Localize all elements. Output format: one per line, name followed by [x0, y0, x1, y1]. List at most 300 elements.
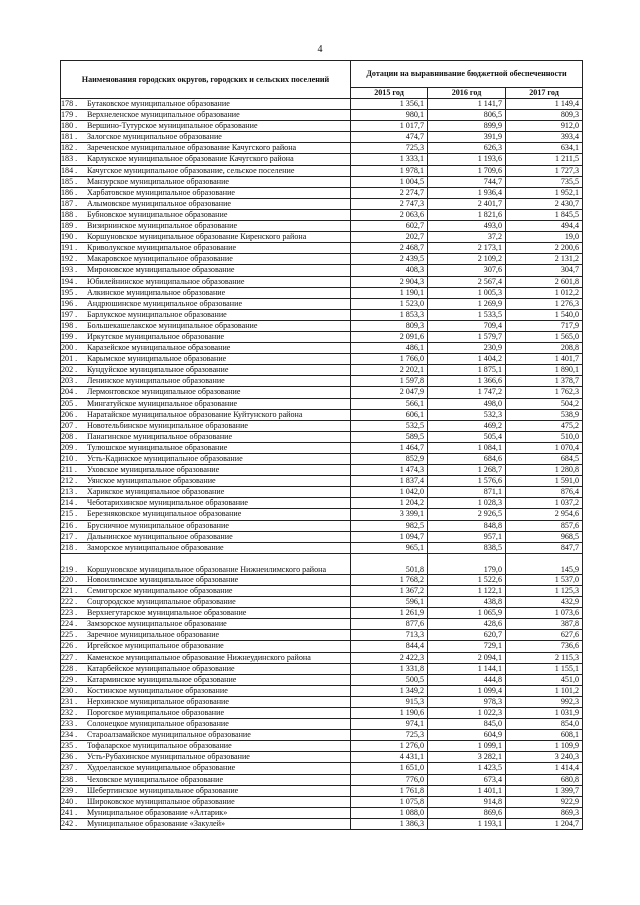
value-2017: 809,3: [506, 110, 583, 121]
value-2016: 1 028,3: [428, 498, 506, 509]
row-name-cell: [61, 376, 351, 387]
value-2017: 634,1: [506, 143, 583, 154]
table-row: [61, 696, 583, 707]
row-name-cell: [61, 287, 351, 298]
value-2015: 713,3: [351, 630, 428, 641]
value-2017: 1 204,7: [506, 818, 583, 829]
row-name-cell: [61, 343, 351, 354]
row-name-cell: [61, 509, 351, 520]
row-number: 195 .: [61, 287, 78, 297]
table-row: [61, 553, 583, 574]
row-number: 209 .: [61, 442, 78, 452]
row-name: Коршуновское муниципальное образование Киренского района: [87, 232, 307, 242]
row-name: Соцгородское муниципальное образование: [87, 597, 236, 607]
row-name-cell: [61, 807, 351, 818]
row-name: Широковское муниципальное образование: [87, 796, 235, 806]
row-number: 216 .: [61, 520, 78, 530]
value-2017: 1 952,1: [506, 187, 583, 198]
table-row: [61, 276, 583, 287]
row-name-cell: [61, 154, 351, 165]
row-name-cell: [61, 243, 351, 254]
row-name-cell: [61, 597, 351, 608]
row-name-cell: [61, 99, 351, 110]
value-2015: 1 042,0: [351, 487, 428, 498]
row-name: Усть-Рубахинское муниципальное образование: [87, 752, 250, 762]
value-2015: 1 837,4: [351, 476, 428, 487]
subsidy-table: [60, 60, 583, 830]
row-number: 190 .: [61, 232, 78, 242]
row-name: Большекашелакское муниципальное образование: [87, 320, 258, 330]
table-row: [61, 652, 583, 663]
value-2015: 1 766,0: [351, 354, 428, 365]
value-2016: 1 423,5: [428, 763, 506, 774]
row-number: 214 .: [61, 498, 78, 508]
value-2015: 2 274,7: [351, 187, 428, 198]
value-2015: 1 333,1: [351, 154, 428, 165]
row-name: Староалзамайское муниципальное образование: [87, 730, 251, 740]
value-2015: 602,7: [351, 221, 428, 232]
value-2017: 1 125,3: [506, 585, 583, 596]
table-row: [61, 198, 583, 209]
table-row: [61, 531, 583, 542]
row-name: Чеховское муниципальное образование: [87, 774, 224, 784]
value-2017: 2 200,6: [506, 243, 583, 254]
row-name-cell: [61, 752, 351, 763]
table-row: [61, 387, 583, 398]
value-2016: 1 005,3: [428, 287, 506, 298]
row-number: 238 .: [61, 774, 78, 784]
value-2015: 2 202,1: [351, 365, 428, 376]
value-2015: 2 091,6: [351, 331, 428, 342]
table-row: [61, 121, 583, 132]
value-2017: 1 399,7: [506, 785, 583, 796]
value-2017: 922,9: [506, 796, 583, 807]
row-number: 182 .: [61, 143, 78, 153]
row-name-cell: [61, 442, 351, 453]
row-name: Криволукское муниципальное образование: [87, 243, 237, 253]
row-name: Харикское муниципальное образование: [87, 487, 225, 497]
row-name: Березняковское муниципальное образование: [87, 509, 242, 519]
table-row: [61, 476, 583, 487]
row-number: 222 .: [61, 597, 78, 607]
row-name-cell: [61, 132, 351, 143]
value-2017: 857,6: [506, 520, 583, 531]
row-name-cell: [61, 608, 351, 619]
value-2015: 776,0: [351, 774, 428, 785]
value-2015: 974,1: [351, 719, 428, 730]
value-2015: 474,7: [351, 132, 428, 143]
value-2015: 725,3: [351, 143, 428, 154]
value-2017: 475,2: [506, 420, 583, 431]
row-name: Муниципальное образование «Алтарик»: [87, 807, 228, 817]
row-number: 188 .: [61, 209, 78, 219]
value-2015: 1 094,7: [351, 531, 428, 542]
table-row: [61, 232, 583, 243]
value-2017: 847,7: [506, 542, 583, 553]
value-2016: 2 401,7: [428, 198, 506, 209]
value-2017: 1 762,3: [506, 387, 583, 398]
row-number: 194 .: [61, 276, 78, 286]
row-number: 205 .: [61, 398, 78, 408]
row-name: Новотельбинское муниципальное образование: [87, 420, 248, 430]
value-2016: 444,8: [428, 674, 506, 685]
row-number: 218 .: [61, 542, 78, 552]
row-name-cell: [61, 719, 351, 730]
value-2015: 1 204,2: [351, 498, 428, 509]
row-name: Порогское муниципальное образование: [87, 707, 225, 717]
row-name: Коршуновское муниципальное образование Нижнеилимского района: [87, 564, 327, 574]
row-number: 193 .: [61, 265, 78, 275]
row-name: Панагинское муниципальное образование: [87, 431, 233, 441]
table-row: [61, 752, 583, 763]
value-2015: 1 768,2: [351, 574, 428, 585]
value-2015: 1 523,0: [351, 298, 428, 309]
value-2015: 844,4: [351, 641, 428, 652]
row-name-cell: [61, 553, 351, 574]
table-row: [61, 785, 583, 796]
row-number: 206 .: [61, 409, 78, 419]
value-2016: 1 269,9: [428, 298, 506, 309]
row-number: 237 .: [61, 763, 78, 773]
row-name-cell: [61, 741, 351, 752]
row-name: Муниципальное образование «Закулей»: [87, 818, 225, 828]
table-row: [61, 574, 583, 585]
value-2016: 493,0: [428, 221, 506, 232]
value-2015: 2 422,3: [351, 652, 428, 663]
value-2017: 538,9: [506, 409, 583, 420]
value-2015: 852,9: [351, 454, 428, 465]
value-2016: 806,5: [428, 110, 506, 121]
value-2017: 1 101,2: [506, 685, 583, 696]
row-number: 208 .: [61, 431, 78, 441]
value-2016: 1 747,2: [428, 387, 506, 398]
value-2017: 1 540,0: [506, 309, 583, 320]
value-2017: 2 131,2: [506, 254, 583, 265]
value-2016: 1 193,6: [428, 154, 506, 165]
value-2017: 1 149,4: [506, 99, 583, 110]
value-2015: 2 468,7: [351, 243, 428, 254]
row-name: Манзурское муниципальное образование: [87, 176, 229, 186]
value-2016: 230,9: [428, 343, 506, 354]
value-2017: 1 031,9: [506, 707, 583, 718]
row-name: Уховское муниципальное образование: [87, 465, 220, 475]
value-2017: 869,3: [506, 807, 583, 818]
row-name: Худоеланское муниципальное образование: [87, 763, 236, 773]
value-2015: 1 474,3: [351, 465, 428, 476]
table-row: [61, 774, 583, 785]
row-name-cell: [61, 774, 351, 785]
value-2017: 1 037,2: [506, 498, 583, 509]
value-2016: 1 522,6: [428, 574, 506, 585]
table-row: [61, 165, 583, 176]
row-name: Бутаковское муниципальное образование: [87, 99, 230, 108]
table-row: [61, 608, 583, 619]
value-2017: 304,7: [506, 265, 583, 276]
row-number: 225 .: [61, 630, 78, 640]
value-2015: 2 047,9: [351, 387, 428, 398]
value-2016: 729,1: [428, 641, 506, 652]
row-number: 229 .: [61, 674, 78, 684]
value-2015: 1 190,1: [351, 287, 428, 298]
value-2015: 4 431,1: [351, 752, 428, 763]
table-row: [61, 420, 583, 431]
value-2016: 1 821,6: [428, 209, 506, 220]
row-number: 201 .: [61, 354, 78, 364]
row-name: Юбилейнинское муниципальное образование: [87, 276, 245, 286]
row-name-cell: [61, 696, 351, 707]
row-number: 207 .: [61, 420, 78, 430]
row-name-cell: [61, 707, 351, 718]
table-row: [61, 110, 583, 121]
table-row: [61, 487, 583, 498]
value-2017: 1 591,0: [506, 476, 583, 487]
table-row: [61, 154, 583, 165]
table-body: [61, 99, 583, 830]
value-2017: 1 280,8: [506, 465, 583, 476]
value-2015: 2 439,5: [351, 254, 428, 265]
row-name-cell: [61, 663, 351, 674]
table-row: [61, 619, 583, 630]
row-number: 230 .: [61, 685, 78, 695]
row-name-cell: [61, 531, 351, 542]
value-2017: 627,6: [506, 630, 583, 641]
table-row: [61, 520, 583, 531]
table-row: [61, 354, 583, 365]
table-row: [61, 796, 583, 807]
row-name: Наратайское муниципальное образование Куйтунского района: [87, 409, 303, 419]
row-name-cell: [61, 365, 351, 376]
row-name-cell: [61, 198, 351, 209]
row-number: 220 .: [61, 574, 78, 584]
row-name: Костинское муниципальное образование: [87, 685, 228, 695]
value-2017: 208,8: [506, 343, 583, 354]
row-name-cell: [61, 520, 351, 531]
value-2016: 1 936,4: [428, 187, 506, 198]
table-row: [61, 542, 583, 553]
row-name: Харбатовское муниципальное образование: [87, 187, 235, 197]
row-name: Каменское муниципальное образование Нижнеудинского района: [87, 652, 311, 662]
value-2015: 202,7: [351, 232, 428, 243]
table-row: [61, 132, 583, 143]
row-name-cell: [61, 121, 351, 132]
value-2016: 2 567,4: [428, 276, 506, 287]
row-number: 196 .: [61, 298, 78, 308]
value-2017: 854,0: [506, 719, 583, 730]
value-2016: 684,6: [428, 454, 506, 465]
value-2017: 504,2: [506, 398, 583, 409]
value-2016: 1 875,1: [428, 365, 506, 376]
row-name: Заречное муниципальное образование: [87, 630, 220, 640]
row-number: 239 .: [61, 785, 78, 795]
value-2017: 2 115,3: [506, 652, 583, 663]
row-name: Ленинское муниципальное образование: [87, 376, 225, 386]
row-name: Каразейское муниципальное образование: [87, 343, 231, 353]
row-name-cell: [61, 331, 351, 342]
value-2016: 626,3: [428, 143, 506, 154]
value-2016: 37,2: [428, 232, 506, 243]
value-2017: 1 727,3: [506, 165, 583, 176]
value-2017: 684,5: [506, 454, 583, 465]
row-name: Мироновское муниципальное образование: [87, 265, 235, 275]
row-name: Бубновское муниципальное образование: [87, 209, 228, 219]
row-number: 226 .: [61, 641, 78, 651]
value-2015: 1 651,0: [351, 763, 428, 774]
row-name-cell: [61, 232, 351, 243]
table-row: [61, 719, 583, 730]
value-2016: 899,9: [428, 121, 506, 132]
value-2016: 391,9: [428, 132, 506, 143]
value-2016: 1 366,6: [428, 376, 506, 387]
value-2016: 1 268,7: [428, 465, 506, 476]
value-2017: 608,1: [506, 730, 583, 741]
row-name-cell: [61, 641, 351, 652]
row-name: Дальнинское муниципальное образование: [87, 531, 233, 541]
row-number: 212 .: [61, 476, 78, 486]
row-number: 234 .: [61, 730, 78, 740]
value-2015: 2 904,3: [351, 276, 428, 287]
value-2016: 532,3: [428, 409, 506, 420]
table-row: [61, 818, 583, 829]
value-2016: 498,0: [428, 398, 506, 409]
row-number: 233 .: [61, 719, 78, 729]
row-name: Алкинское муниципальное образование: [87, 287, 226, 297]
value-2015: 965,1: [351, 542, 428, 553]
value-2016: 604,9: [428, 730, 506, 741]
value-2017: 494,4: [506, 221, 583, 232]
row-name-cell: [61, 254, 351, 265]
table-row: [61, 331, 583, 342]
value-2017: 1 890,1: [506, 365, 583, 376]
table-row: [61, 99, 583, 110]
value-2016: 869,6: [428, 807, 506, 818]
table-row: [61, 243, 583, 254]
value-2016: 2 109,2: [428, 254, 506, 265]
row-number: 179 .: [61, 110, 78, 120]
row-name: Карлукское муниципальное образование Качугского района: [87, 154, 294, 164]
value-2016: 1 141,7: [428, 99, 506, 110]
value-2016: 1 099,1: [428, 741, 506, 752]
row-number: 187 .: [61, 198, 78, 208]
table-row: [61, 143, 583, 154]
row-number: 178 .: [61, 99, 78, 108]
value-2016: 1 084,1: [428, 442, 506, 453]
row-name-cell: [61, 298, 351, 309]
row-name-cell: [61, 630, 351, 641]
row-name: Вершино-Тутурское муниципальное образование: [87, 121, 258, 131]
value-2015: 1 367,2: [351, 585, 428, 596]
table-row: [61, 409, 583, 420]
table-row: [61, 807, 583, 818]
table-row: [61, 674, 583, 685]
value-2015: 408,3: [351, 265, 428, 276]
row-number: 223 .: [61, 608, 78, 618]
value-2016: 957,1: [428, 531, 506, 542]
row-name: Барлукское муниципальное образование: [87, 309, 227, 319]
row-name-cell: [61, 785, 351, 796]
row-name-cell: [61, 498, 351, 509]
value-2017: 510,0: [506, 431, 583, 442]
row-number: 189 .: [61, 221, 78, 231]
row-name: Качугское муниципальное образование, сельское поселение: [87, 165, 295, 175]
row-name: Шебертинское муниципальное образование: [87, 785, 239, 795]
value-2016: 838,5: [428, 542, 506, 553]
value-2016: 1 404,2: [428, 354, 506, 365]
row-name: Иргейское муниципальное образование: [87, 641, 224, 651]
table-row: [61, 509, 583, 520]
value-2017: 736,6: [506, 641, 583, 652]
table-row: [61, 254, 583, 265]
table-row: [61, 442, 583, 453]
table-row: [61, 641, 583, 652]
table-row: [61, 465, 583, 476]
value-2015: 1 978,1: [351, 165, 428, 176]
value-2015: 2 747,3: [351, 198, 428, 209]
value-2015: 596,1: [351, 597, 428, 608]
row-name: Зареченское муниципальное образование Качугского района: [87, 143, 297, 153]
table-row: [61, 585, 583, 596]
row-number: 215 .: [61, 509, 78, 519]
row-number: 228 .: [61, 663, 78, 673]
table-row: [61, 730, 583, 741]
row-number: 227 .: [61, 652, 78, 662]
row-number: 236 .: [61, 752, 78, 762]
value-2016: 1 065,9: [428, 608, 506, 619]
value-2016: 1 144,1: [428, 663, 506, 674]
value-2017: 1 401,7: [506, 354, 583, 365]
value-2016: 1 533,5: [428, 309, 506, 320]
row-name-cell: [61, 221, 351, 232]
row-number: 200 .: [61, 343, 78, 353]
value-2016: 848,8: [428, 520, 506, 531]
table-row: [61, 209, 583, 220]
row-name-cell: [61, 476, 351, 487]
value-2017: 2 601,8: [506, 276, 583, 287]
row-name-cell: [61, 465, 351, 476]
value-2016: 505,4: [428, 431, 506, 442]
row-name-cell: [61, 674, 351, 685]
value-2015: 982,5: [351, 520, 428, 531]
page-number: 4: [317, 44, 323, 55]
row-name: Чеботарихинское муниципальное образование: [87, 498, 248, 508]
table-row: [61, 187, 583, 198]
row-name-cell: [61, 143, 351, 154]
value-2015: 532,5: [351, 420, 428, 431]
value-2017: 876,4: [506, 487, 583, 498]
value-2017: 968,5: [506, 531, 583, 542]
value-2017: 393,4: [506, 132, 583, 143]
table-row: [61, 287, 583, 298]
table-row: [61, 663, 583, 674]
row-number: 191 .: [61, 243, 78, 253]
value-2015: 725,3: [351, 730, 428, 741]
table-row: [61, 343, 583, 354]
row-number: 221 .: [61, 585, 78, 595]
row-name-cell: [61, 276, 351, 287]
row-name: Мингатуйское муниципальное образование: [87, 398, 238, 408]
value-2015: 2 063,6: [351, 209, 428, 220]
table-row: [61, 597, 583, 608]
row-number: 204 .: [61, 387, 78, 397]
row-name-cell: [61, 585, 351, 596]
value-2015: 1 853,3: [351, 309, 428, 320]
value-2016: 709,4: [428, 320, 506, 331]
row-name: Кундуйское муниципальное образование: [87, 365, 229, 375]
row-name: Семигорское муниципальное образование: [87, 585, 233, 595]
row-number: 181 .: [61, 132, 78, 142]
row-name: Катарминское муниципальное образование: [87, 674, 237, 684]
row-name-cell: [61, 619, 351, 630]
row-number: 184 .: [61, 165, 78, 175]
